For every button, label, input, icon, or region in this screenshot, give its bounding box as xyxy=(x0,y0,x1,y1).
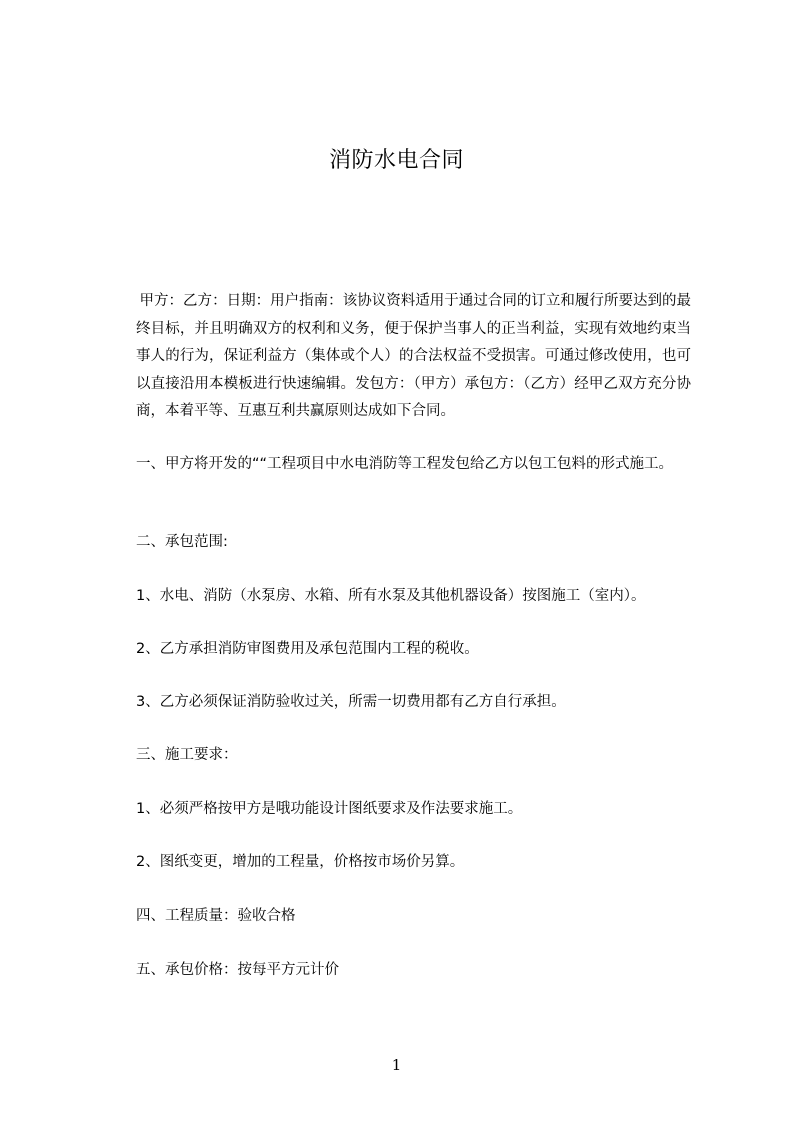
scope-item-1: 1、水电、消防（水泵房、水箱、所有水泵及其他机器设备）按图施工（室内）。 xyxy=(136,588,646,604)
document-title: 消防水电合同 xyxy=(328,148,464,173)
section-five-line: 五、承包价格：按每平方元计价 xyxy=(136,962,339,978)
intro-paragraph: 甲方：乙方：日期：用户指南：该协议资料适用于通过合同的订立和履行所要达到的最终目标，并且明确双方的权利和义务，便于保护当事人的正当利益，实现有效地约束当事人的行为，保证利益方（集体或个人）的合法权益不受损害。可通过修改使用，也可以直接沿用本模板进行快速编辑。发包方：（甲方）承包方：（乙方）经甲乙双方充分协商，本着平等、互惠互利共赢原则达成如下合同。 xyxy=(136,293,691,419)
section-three-heading: 三、施工要求： xyxy=(136,747,238,763)
page-number: 1 xyxy=(391,1056,402,1074)
scope-item-2: 2、乙方承担消防审图费用及承包范围内工程的税收。 xyxy=(136,641,479,657)
section-two-heading: 二、承包范围: xyxy=(136,534,228,550)
section-four-line: 四、工程质量：验收合格 xyxy=(136,908,296,924)
scope-item-3: 3、乙方必须保证消防验收过关，所需一切费用都有乙方自行承担。 xyxy=(136,694,566,710)
section-one-paragraph: 一、甲方将开发的““工程项目中水电消防等工程发包给乙方以包工包料的形式施工。 xyxy=(136,456,674,472)
requirement-item-2: 2、图纸变更，增加的工程量，价格按市场价另算。 xyxy=(136,854,465,870)
requirement-item-1: 1、必须严格按甲方是哦功能设计图纸要求及作法要求施工。 xyxy=(136,801,523,817)
